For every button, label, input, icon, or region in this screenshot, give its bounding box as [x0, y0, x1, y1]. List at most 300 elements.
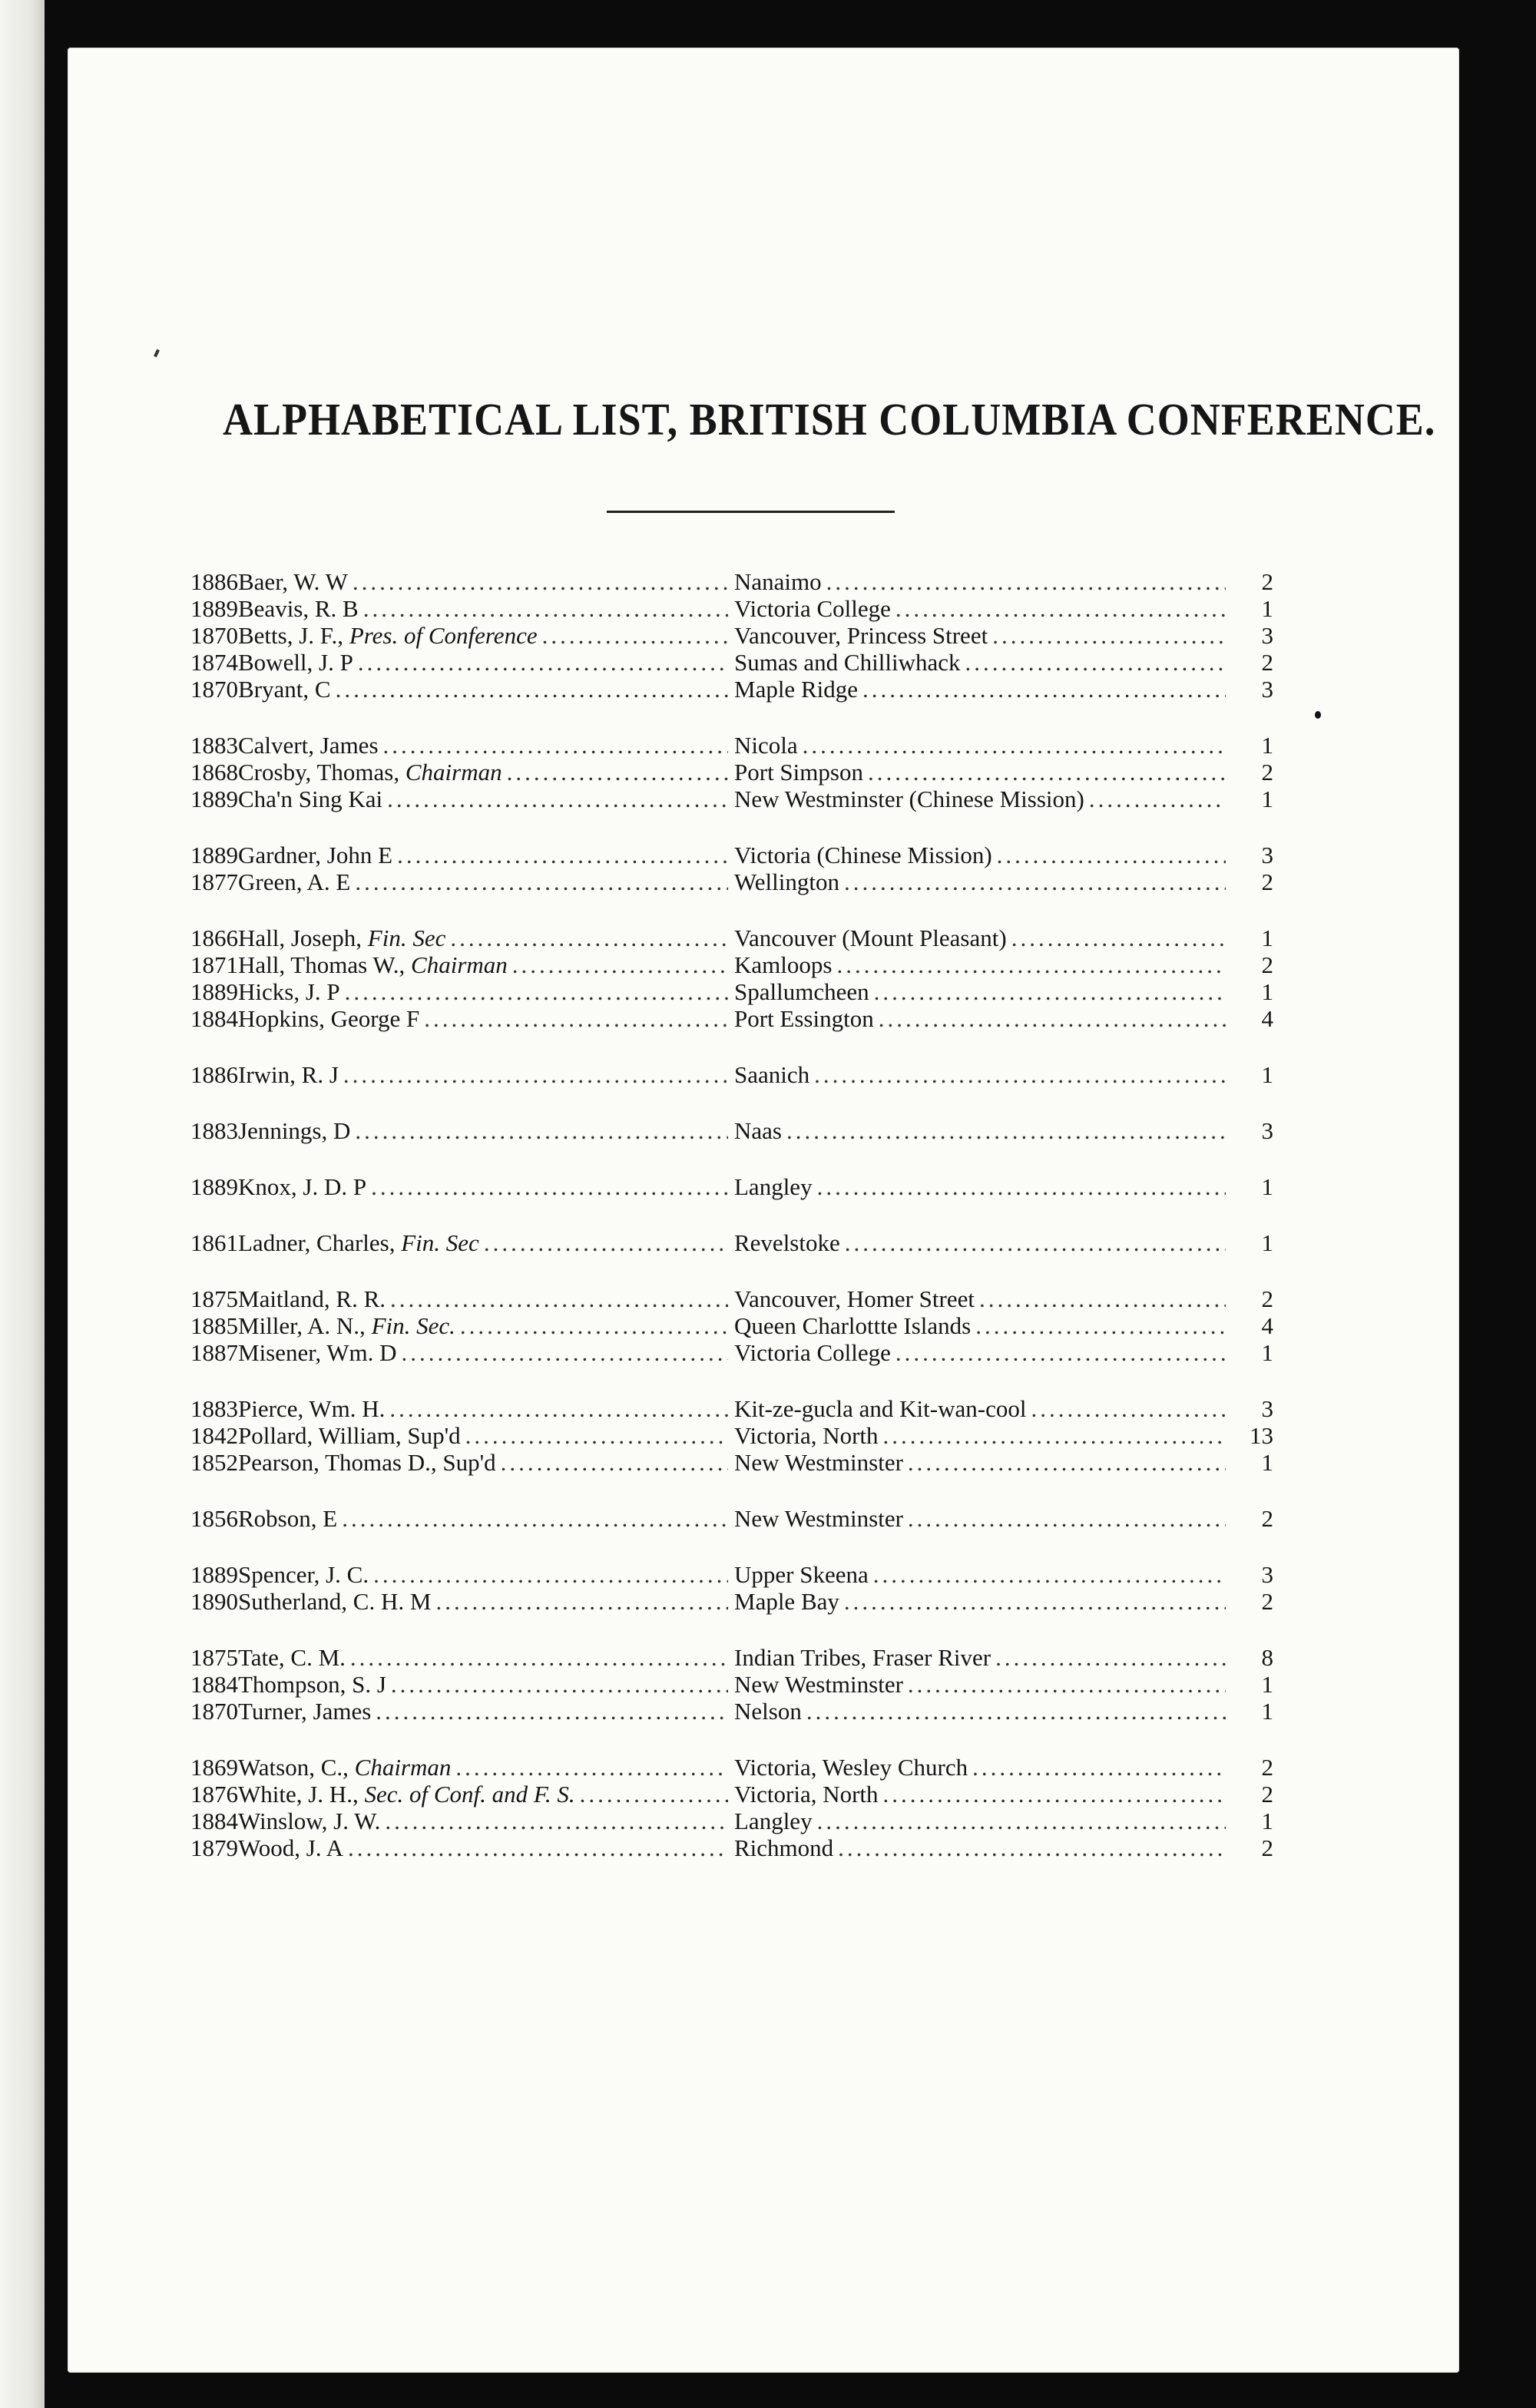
list-row — [190, 951, 1281, 978]
list-row — [190, 732, 1281, 759]
list-row — [190, 978, 1281, 1005]
years-count: 3 — [1261, 1561, 1273, 1588]
minister-cell — [190, 1339, 728, 1366]
minister-cell — [190, 1834, 728, 1861]
station-name: Victoria, North — [734, 1422, 879, 1449]
list-row — [190, 1229, 1281, 1256]
minister-name: Ladner, Charles, — [238, 1229, 396, 1256]
minister-name: Green, A. E — [238, 868, 351, 895]
station-name: Langley — [734, 1808, 813, 1834]
minister-office: Pres. of Conference — [349, 622, 538, 649]
list-row — [190, 1698, 1281, 1725]
list-row — [190, 1173, 1281, 1200]
years-count: 13 — [1250, 1422, 1273, 1449]
station-name: Victoria (Chinese Mission) — [734, 842, 992, 868]
dot-leader — [873, 1561, 1226, 1588]
entry-year: 1889 — [190, 978, 238, 1005]
list-row — [190, 1312, 1281, 1339]
minister-cell — [190, 1285, 728, 1312]
list-group — [190, 1061, 1281, 1088]
station-name: Nanaimo — [734, 568, 822, 595]
ministers-list — [190, 568, 1281, 1890]
entry-year: 1890 — [190, 1588, 238, 1615]
years-count: 2 — [1261, 1505, 1273, 1532]
list-group — [190, 1229, 1281, 1256]
dot-leader — [908, 1671, 1226, 1698]
minister-name: Misener, Wm. D — [238, 1339, 397, 1366]
minister-name: Pierce, Wm. H. — [238, 1395, 386, 1422]
minister-name: Baer, W. W — [238, 568, 348, 595]
minister-cell — [190, 1754, 728, 1781]
list-row — [190, 1781, 1281, 1808]
minister-name: Knox, J. D. P — [238, 1173, 367, 1200]
list-row — [190, 1339, 1281, 1366]
dot-leader — [975, 1312, 1226, 1339]
station-cell — [734, 1834, 1226, 1861]
list-row — [190, 925, 1281, 951]
dot-leader — [844, 1588, 1226, 1615]
dot-leader — [387, 786, 728, 812]
dot-leader — [383, 732, 728, 759]
dot-leader — [838, 1834, 1226, 1861]
dot-leader — [1011, 925, 1226, 951]
station-cell — [734, 925, 1226, 951]
minister-cell — [190, 978, 728, 1005]
station-cell — [734, 1312, 1226, 1339]
list-group — [190, 1395, 1281, 1476]
station-cell — [734, 1117, 1226, 1144]
minister-cell — [190, 868, 728, 895]
years-count: 1 — [1261, 1229, 1273, 1256]
list-group — [190, 732, 1281, 812]
minister-cell — [190, 1173, 728, 1200]
dot-leader — [972, 1754, 1226, 1781]
dot-leader — [343, 1061, 728, 1088]
dot-leader — [803, 732, 1226, 759]
years-count: 2 — [1261, 649, 1273, 676]
list-group — [190, 1285, 1281, 1366]
station-name: Victoria College — [734, 595, 891, 622]
minister-cell — [190, 649, 728, 676]
years-count: 4 — [1261, 1005, 1273, 1032]
list-row — [190, 622, 1281, 649]
minister-cell — [190, 1117, 728, 1144]
dot-leader — [895, 1339, 1226, 1366]
entry-year: 1884 — [190, 1671, 238, 1698]
station-cell — [734, 1395, 1226, 1422]
entry-year: 1874 — [190, 649, 238, 676]
station-cell — [734, 1671, 1226, 1698]
minister-cell — [190, 1505, 728, 1532]
years-count: 1 — [1261, 1698, 1273, 1725]
station-name: Spallumcheen — [734, 978, 869, 1005]
minister-cell — [190, 1061, 728, 1088]
dot-leader — [883, 1781, 1226, 1808]
minister-cell — [190, 1588, 728, 1615]
minister-name: Hall, Thomas W., — [238, 951, 406, 978]
years-count: 1 — [1261, 1061, 1273, 1088]
station-name: Revelstoke — [734, 1229, 840, 1256]
entry-year: 1875 — [190, 1285, 238, 1312]
entry-year: 1884 — [190, 1005, 238, 1032]
dot-leader — [397, 842, 728, 868]
dot-leader — [484, 1229, 728, 1256]
entry-year: 1876 — [190, 1781, 238, 1808]
entry-year: 1889 — [190, 1173, 238, 1200]
station-name: Richmond — [734, 1834, 834, 1861]
minister-cell — [190, 1644, 728, 1671]
dot-leader — [450, 925, 728, 951]
entry-year: 1883 — [190, 1117, 238, 1144]
dot-leader — [336, 676, 728, 703]
dot-leader — [342, 1505, 728, 1532]
dot-leader — [373, 1561, 728, 1588]
dot-leader — [355, 1117, 728, 1144]
years-count: 1 — [1261, 925, 1273, 951]
minister-name: Tate, C. M. — [238, 1644, 346, 1671]
dot-leader — [844, 868, 1226, 895]
list-row — [190, 759, 1281, 786]
dot-leader — [385, 1808, 728, 1834]
entry-year: 1884 — [190, 1808, 238, 1834]
dot-leader — [997, 842, 1226, 868]
minister-name: Sutherland, C. H. M — [238, 1588, 432, 1615]
minister-name: Robson, E — [238, 1505, 338, 1532]
page-title: ALPHABETICAL LIST, BRITISH COLUMBIA CONFERENCE. — [223, 394, 1436, 445]
list-group — [190, 842, 1281, 895]
station-name: Queen Charlottte Islands — [734, 1312, 972, 1339]
minister-name: Calvert, James — [238, 732, 379, 759]
station-cell — [734, 868, 1226, 895]
minister-name: Watson, C., — [238, 1754, 349, 1781]
years-count: 2 — [1261, 1588, 1273, 1615]
station-name: Wellington — [734, 868, 839, 895]
dot-leader — [455, 1754, 728, 1781]
minister-name: Bowell, J. P — [238, 649, 353, 676]
dot-leader — [355, 868, 728, 895]
years-count: 1 — [1261, 1449, 1273, 1476]
minister-office: Sec. of Conf. and F. S. — [364, 1781, 575, 1808]
entry-year: 1870 — [190, 622, 238, 649]
years-count: 2 — [1261, 951, 1273, 978]
entry-year: 1861 — [190, 1229, 238, 1256]
dot-leader — [391, 1671, 728, 1698]
entry-year: 1869 — [190, 1754, 238, 1781]
list-group — [190, 1117, 1281, 1144]
station-name: Upper Skeena — [734, 1561, 869, 1588]
page-gutter — [0, 0, 45, 2408]
station-name: Maple Ridge — [734, 676, 858, 703]
list-row — [190, 1671, 1281, 1698]
list-row — [190, 1285, 1281, 1312]
entry-year: 1875 — [190, 1644, 238, 1671]
minister-name: Pearson, Thomas D., Sup'd — [238, 1449, 496, 1476]
dot-leader — [862, 676, 1226, 703]
station-cell — [734, 842, 1226, 868]
list-row — [190, 649, 1281, 676]
minister-name: Bryant, C — [238, 676, 331, 703]
dot-leader — [345, 978, 728, 1005]
station-cell — [734, 1229, 1226, 1256]
dot-leader — [350, 1644, 728, 1671]
station-cell — [734, 1588, 1226, 1615]
dot-leader — [358, 649, 728, 676]
minister-cell — [190, 622, 728, 649]
entry-year: 1887 — [190, 1339, 238, 1366]
station-cell — [734, 1561, 1226, 1588]
list-row — [190, 1005, 1281, 1032]
minister-name: Irwin, R. J — [238, 1061, 339, 1088]
minister-name: Hicks, J. P — [238, 978, 340, 1005]
entry-year: 1877 — [190, 868, 238, 895]
minister-cell — [190, 1561, 728, 1588]
station-cell — [734, 1339, 1226, 1366]
minister-name: Hall, Joseph, — [238, 925, 362, 951]
entry-year: 1871 — [190, 951, 238, 978]
station-name: Victoria, Wesley Church — [734, 1754, 968, 1781]
entry-year: 1889 — [190, 1561, 238, 1588]
years-count: 3 — [1261, 1395, 1273, 1422]
station-name: Vancouver, Princess Street — [734, 622, 988, 649]
years-count: 1 — [1261, 1173, 1273, 1200]
years-count: 1 — [1261, 1671, 1273, 1698]
minister-cell — [190, 951, 728, 978]
station-name: Indian Tribes, Fraser River — [734, 1644, 991, 1671]
station-cell — [734, 978, 1226, 1005]
station-name: Kit-ze-gucla and Kit-wan-cool — [734, 1395, 1027, 1422]
station-name: New Westminster — [734, 1671, 903, 1698]
list-row — [190, 1422, 1281, 1449]
station-name: Port Essington — [734, 1005, 874, 1032]
station-cell — [734, 1005, 1226, 1032]
dot-leader — [363, 595, 728, 622]
minister-office: Chairman — [405, 759, 502, 786]
minister-cell — [190, 1422, 728, 1449]
minister-cell — [190, 732, 728, 759]
minister-cell — [190, 1781, 728, 1808]
dot-leader — [836, 951, 1226, 978]
years-count: 1 — [1261, 732, 1273, 759]
dot-leader — [424, 1005, 728, 1032]
years-count: 1 — [1261, 1339, 1273, 1366]
dot-leader — [435, 1588, 728, 1615]
years-count: 1 — [1261, 786, 1273, 812]
dot-leader — [879, 1005, 1226, 1032]
dot-leader — [806, 1698, 1226, 1725]
minister-cell — [190, 676, 728, 703]
dot-leader — [908, 1505, 1226, 1532]
years-count: 3 — [1261, 622, 1273, 649]
station-cell — [734, 732, 1226, 759]
list-group — [190, 1505, 1281, 1532]
dot-leader — [371, 1173, 728, 1200]
minister-cell — [190, 759, 728, 786]
minister-cell — [190, 1698, 728, 1725]
dot-leader — [995, 1644, 1226, 1671]
dot-leader — [1089, 786, 1226, 812]
entry-year: 1879 — [190, 1834, 238, 1861]
list-row — [190, 1449, 1281, 1476]
dot-leader — [542, 622, 728, 649]
minister-office: Chairman — [411, 951, 508, 978]
minister-name: Wood, J. A — [238, 1834, 344, 1861]
minister-name: Betts, J. F., — [238, 622, 344, 649]
station-cell — [734, 1061, 1226, 1088]
list-row — [190, 595, 1281, 622]
years-count: 8 — [1261, 1644, 1273, 1671]
entry-year: 1866 — [190, 925, 238, 951]
minister-cell — [190, 1449, 728, 1476]
list-row — [190, 1061, 1281, 1088]
title-rule — [607, 511, 895, 513]
minister-cell — [190, 568, 728, 595]
dot-leader — [979, 1285, 1226, 1312]
years-count: 1 — [1261, 595, 1273, 622]
list-group — [190, 925, 1281, 1032]
list-row — [190, 1754, 1281, 1781]
list-row — [190, 1117, 1281, 1144]
station-cell — [734, 759, 1226, 786]
station-cell — [734, 1422, 1226, 1449]
minister-office: Fin. Sec. — [371, 1312, 455, 1339]
station-cell — [734, 676, 1226, 703]
dot-leader — [580, 1781, 728, 1808]
entry-year: 1842 — [190, 1422, 238, 1449]
station-cell — [734, 595, 1226, 622]
minister-name: Miller, A. N., — [238, 1312, 366, 1339]
list-row — [190, 1834, 1281, 1861]
years-count: 2 — [1261, 1754, 1273, 1781]
minister-cell — [190, 1229, 728, 1256]
minister-cell — [190, 842, 728, 868]
dot-leader — [465, 1422, 728, 1449]
entry-year: 1856 — [190, 1505, 238, 1532]
years-count: 3 — [1261, 842, 1273, 868]
entry-year: 1870 — [190, 1698, 238, 1725]
station-name: Vancouver (Mount Pleasant) — [734, 925, 1007, 951]
list-row — [190, 1808, 1281, 1834]
station-cell — [734, 1173, 1226, 1200]
dot-leader — [389, 1395, 728, 1422]
minister-name: Turner, James — [238, 1698, 372, 1725]
minister-cell — [190, 595, 728, 622]
station-cell — [734, 622, 1226, 649]
minister-name: Maitland, R. R. — [238, 1285, 386, 1312]
station-name: Naas — [734, 1117, 782, 1144]
dot-leader — [965, 649, 1226, 676]
dot-leader — [460, 1312, 728, 1339]
years-count: 1 — [1261, 978, 1273, 1005]
station-name: Maple Bay — [734, 1588, 839, 1615]
station-cell — [734, 1698, 1226, 1725]
dot-leader — [874, 978, 1226, 1005]
dot-leader — [826, 568, 1226, 595]
years-count: 2 — [1261, 868, 1273, 895]
minister-name: Thompson, S. J — [238, 1671, 386, 1698]
dot-leader — [376, 1698, 728, 1725]
entry-year: 1886 — [190, 568, 238, 595]
entry-year: 1870 — [190, 676, 238, 703]
dot-leader — [883, 1422, 1226, 1449]
years-count: 1 — [1261, 1808, 1273, 1834]
list-row — [190, 1395, 1281, 1422]
minister-cell — [190, 786, 728, 812]
list-row — [190, 568, 1281, 595]
list-row — [190, 1644, 1281, 1671]
entry-year: 1883 — [190, 732, 238, 759]
dot-leader — [814, 1061, 1226, 1088]
station-name: Langley — [734, 1173, 813, 1200]
station-cell — [734, 649, 1226, 676]
years-count: 3 — [1261, 676, 1273, 703]
years-count: 2 — [1261, 1285, 1273, 1312]
entry-year: 1852 — [190, 1449, 238, 1476]
list-group — [190, 568, 1281, 703]
minister-cell — [190, 1395, 728, 1422]
list-row — [190, 1561, 1281, 1588]
dot-leader — [501, 1449, 728, 1476]
years-count: 4 — [1261, 1312, 1273, 1339]
station-cell — [734, 1644, 1226, 1671]
list-group — [190, 1173, 1281, 1200]
station-name: New Westminster (Chinese Mission) — [734, 786, 1084, 812]
station-name: Sumas and Chilliwhack — [734, 649, 961, 676]
dot-leader — [786, 1117, 1226, 1144]
list-row — [190, 842, 1281, 868]
list-group — [190, 1754, 1281, 1861]
minister-cell — [190, 1671, 728, 1698]
station-name: Nicola — [734, 732, 798, 759]
dot-leader — [390, 1285, 728, 1312]
list-row — [190, 786, 1281, 812]
entry-year: 1886 — [190, 1061, 238, 1088]
entry-year: 1868 — [190, 759, 238, 786]
dot-leader — [507, 759, 728, 786]
minister-name: White, J. H., — [238, 1781, 359, 1808]
years-count: 2 — [1261, 759, 1273, 786]
minister-cell — [190, 1312, 728, 1339]
station-cell — [734, 1505, 1226, 1532]
minister-name: Beavis, R. B — [238, 595, 359, 622]
minister-cell — [190, 1005, 728, 1032]
dot-leader — [868, 759, 1226, 786]
station-name: Nelson — [734, 1698, 802, 1725]
entry-year: 1889 — [190, 786, 238, 812]
list-row — [190, 1505, 1281, 1532]
minister-cell — [190, 1808, 728, 1834]
minister-name: Winslow, J. W. — [238, 1808, 381, 1834]
years-count: 2 — [1261, 1834, 1273, 1861]
list-row — [190, 1588, 1281, 1615]
minister-cell — [190, 925, 728, 951]
ink-speck — [1315, 711, 1321, 719]
dot-leader — [817, 1173, 1226, 1200]
dot-leader — [512, 951, 728, 978]
station-cell — [734, 1754, 1226, 1781]
years-count: 2 — [1261, 1781, 1273, 1808]
years-count: 2 — [1261, 568, 1273, 595]
list-row — [190, 868, 1281, 895]
station-name: New Westminster — [734, 1505, 903, 1532]
station-cell — [734, 951, 1226, 978]
list-group — [190, 1561, 1281, 1615]
station-cell — [734, 1781, 1226, 1808]
minister-name: Pollard, William, Sup'd — [238, 1422, 461, 1449]
dot-leader — [1031, 1395, 1226, 1422]
minister-name: Jennings, D — [238, 1117, 351, 1144]
entry-year: 1889 — [190, 595, 238, 622]
station-cell — [734, 786, 1226, 812]
